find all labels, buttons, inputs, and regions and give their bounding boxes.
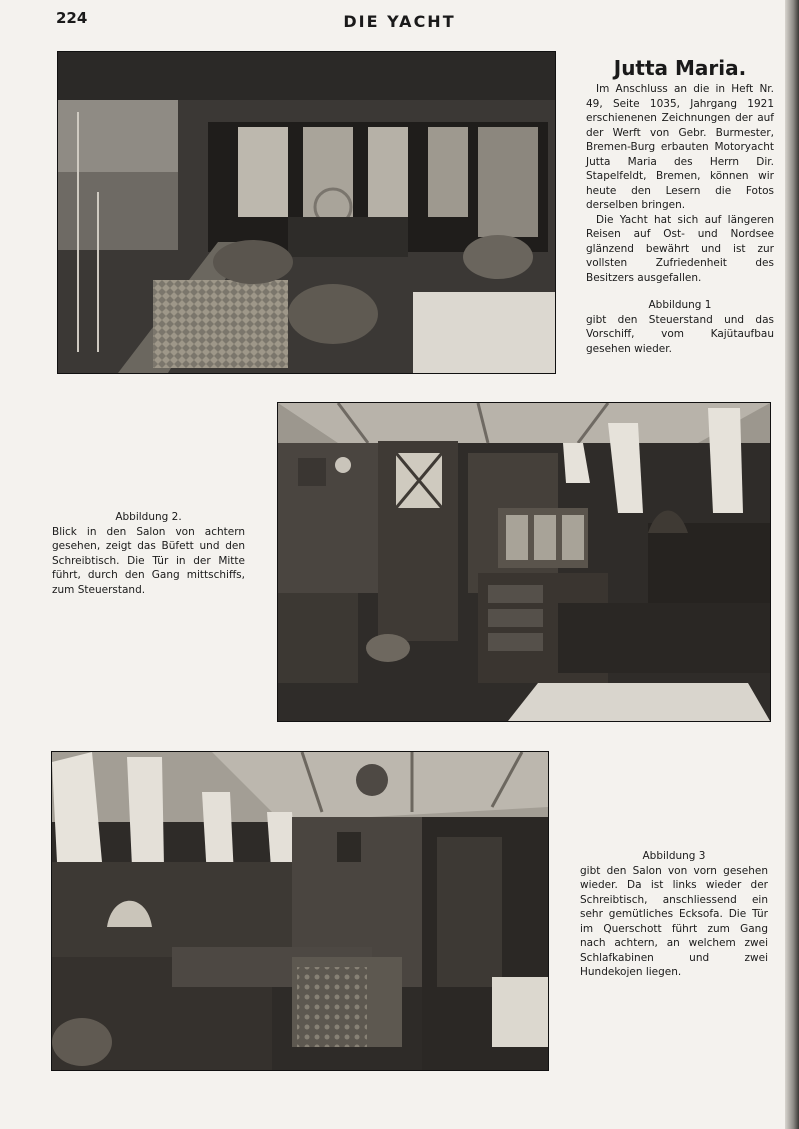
- article-paragraph-1: Im Anschluss an die in Heft Nr. 49, Seite 1035, Jahrgang 1921 erschienenen Zeichnungen der auf der Werft von Gebr. Burmester, Bremen-Burg erbauten Motoryacht Jutta Maria des Herrn Dir. Stapelfeldt, Bremen, können wir heute den Lesern die Fotos derselben bringen.: [586, 83, 774, 211]
- article-body: [586, 82, 774, 285]
- figure-3-label: Abbildung 3: [642, 850, 706, 862]
- photo-steering-station: [57, 51, 556, 374]
- figure-1-label: Abbildung 1: [648, 299, 712, 311]
- page-number: 224: [56, 9, 88, 27]
- page-edge-shadow: [785, 0, 799, 1129]
- article-paragraph-2: Die Yacht hat sich auf längeren Reisen auf Ost- und Nordsee glänzend bewährt und ist zur vollsten Zufriedenheit des Besitzers ausgefallen.: [586, 213, 774, 284]
- article-title: Jutta Maria.: [613, 56, 747, 80]
- magazine-title: DIE YACHT: [343, 12, 456, 31]
- figure-2-text: Blick in den Salon von achtern gesehen, zeigt das Büfett und den Schreibtisch. Die Tür in der Mitte führt, durch den Gang mittschiffs, zum Steuerstand.: [52, 525, 245, 596]
- figure-1-text: gibt den Steuerstand und das Vorschiff, vom Kajütaufbau gesehen wieder.: [586, 313, 774, 355]
- figure-2-caption: [52, 510, 245, 597]
- photo-salon-from-forward: [51, 751, 549, 1071]
- figure-3-caption: [580, 849, 768, 980]
- photo-salon-from-aft: [277, 402, 771, 722]
- figure-2-label: Abbildung 2.: [115, 511, 182, 523]
- figure-1-caption: [586, 298, 774, 356]
- figure-3-text: gibt den Salon von vorn gesehen wieder. Da ist links wieder der Schreibtisch, anschliessend ein sehr gemütliches Ecksofa. Die Tür im Querschott führt zum Gang nach achtern, an welchem zwei Schlafkabinen und zwei Hundekojen liegen.: [580, 864, 768, 978]
